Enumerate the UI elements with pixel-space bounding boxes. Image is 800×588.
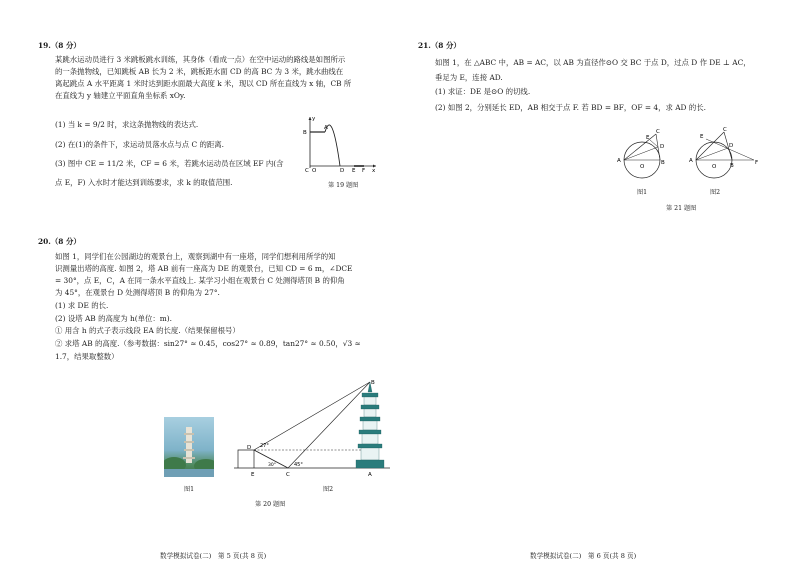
q21-f2-label-a: A bbox=[689, 158, 693, 164]
q21-figure-2 bbox=[684, 126, 764, 184]
q20-figure-caption: 第 20 题图 bbox=[255, 501, 286, 508]
q19-label-x: x bbox=[372, 168, 376, 174]
q21-number: 21.（8 分） bbox=[418, 41, 461, 50]
q20-label-d: D bbox=[247, 445, 252, 451]
q20-sight-line-c bbox=[288, 382, 370, 468]
q21-fig1-caption: 图1 bbox=[637, 189, 648, 196]
tower-icon bbox=[356, 382, 384, 468]
q20-sight-line-d bbox=[254, 382, 370, 450]
q19-label-a: A bbox=[324, 125, 328, 131]
q20-fig2-caption: 图2 bbox=[323, 486, 334, 493]
q19-label-c: C bbox=[305, 168, 309, 174]
q21-figure-1 bbox=[608, 126, 678, 184]
q20-number: 20.（8 分） bbox=[38, 237, 81, 246]
q21-f1-label-c: C bbox=[656, 129, 660, 135]
q19-sub1: (1) 当 k = 9/2 时，求这条抛物线的表达式. bbox=[55, 120, 199, 129]
q20-figure-2 bbox=[232, 378, 392, 478]
q21-side-ac-1 bbox=[624, 134, 656, 160]
q19-sub2: (2) 在(1)的条件下，求运动员落水点与点 C 的距离. bbox=[55, 140, 225, 149]
q20-sub2c: 1.7，结果取整数） bbox=[55, 352, 119, 361]
q20-sub1: (1) 求 DE 的长. bbox=[55, 301, 109, 310]
q20-sub2a: ① 用含 h 的式子表示线段 EA 的长度.（结果保留根号） bbox=[55, 326, 240, 335]
q20-fig1-caption: 图1 bbox=[184, 486, 195, 493]
q19-label-d: D bbox=[340, 168, 345, 174]
q20-sub2: (2) 设塔 AB 的高度为 h(单位：m). bbox=[55, 314, 173, 323]
q19-label-y: y bbox=[312, 116, 316, 122]
q21-f2-label-e: E bbox=[700, 134, 704, 140]
q19-figure bbox=[300, 112, 380, 174]
q21-segment-ad-1 bbox=[624, 147, 658, 160]
q20-photo bbox=[164, 417, 214, 477]
q20-line-1: 如图 1，同学们在公园湖边的观景台上，观察到湖中有一座塔，同学们想利用所学的知 bbox=[55, 252, 336, 261]
q20-label-c: C bbox=[286, 472, 290, 478]
q21-f2-label-f: F bbox=[755, 160, 759, 166]
q21-f1-label-d: D bbox=[660, 144, 665, 150]
q21-f1-label-b: B bbox=[661, 160, 665, 166]
q21-sub1: (1) 求证：DE 是⊙O 的切线. bbox=[435, 87, 531, 96]
q21-f2-label-d: D bbox=[729, 143, 734, 149]
q20-label-b: B bbox=[371, 380, 375, 386]
q19-figure-caption: 第 19 题图 bbox=[328, 182, 359, 189]
q20-angle-27: 27° bbox=[260, 443, 269, 449]
q20-sub2b: ② 求塔 AB 的高度.（参考数据：sin27° ≈ 0.45，cos27° ≈ 0.89，tan27° ≈ 0.50，√3 ≈ bbox=[55, 339, 361, 348]
q20-stairs bbox=[238, 450, 254, 468]
q21-line-1: 如图 1，在 △ABC 中，AB = AC，以 AB 为直径作⊙O 交 BC 于点 D，过点 D 作 DE ⊥ AC， bbox=[435, 58, 751, 67]
q21-figure-caption: 第 21 题图 bbox=[666, 205, 697, 212]
q19-sub3b: 点 E，F) 入水时才能达到训练要求，求 k 的取值范围. bbox=[55, 178, 233, 187]
q21-f2-label-o: O bbox=[712, 164, 717, 170]
q20-line-4: 为 45°，在观景台 D 处测得塔顶 B 的仰角为 27°. bbox=[55, 288, 220, 297]
page-6 bbox=[400, 0, 800, 588]
q21-fig2-caption: 图2 bbox=[710, 189, 721, 196]
q21-line-2: 垂足为 E，连接 AD. bbox=[435, 73, 503, 82]
q21-sub2: (2) 如图 2，分别延长 ED，AB 相交于点 F. 若 BD = BF，OF = 4，求 AD 的长. bbox=[435, 103, 706, 112]
q21-f2-label-c: C bbox=[723, 127, 727, 133]
q20-label-a: A bbox=[368, 472, 372, 478]
q20-angle-30: 30° bbox=[268, 463, 276, 468]
footer-page-6: 数学模拟试卷(二) 第 6 页(共 8 页) bbox=[530, 552, 637, 560]
q21-segment-ad-2 bbox=[696, 148, 728, 160]
q19-line-4: 在直线为 y 轴建立平面直角坐标系 xOy. bbox=[55, 91, 186, 100]
q19-label-e: E bbox=[352, 168, 356, 174]
q20-line-2: 识测量出塔的高度. 如图 2，塔 AB 前有一座高为 DE 的观景台，已知 CD = 6 m，∠DCE bbox=[55, 264, 353, 273]
q21-f1-label-e: E bbox=[646, 135, 650, 141]
q19-sub3a: (3) 图中 CE = 11/2 米，CF = 6 米，若跳水运动员在区域 EF 内(含 bbox=[55, 159, 284, 168]
q21-f1-label-a: A bbox=[617, 158, 621, 164]
q20-angle-45: 45° bbox=[294, 462, 303, 468]
q19-number: 19.（8 分） bbox=[38, 41, 81, 50]
q19-line-2: 的一条抛物线，已知跳板 AB 长为 2 米，跳板距水面 CD 的高 BC 为 3 米，跳水曲线在 bbox=[55, 67, 344, 76]
q20-label-e: E bbox=[251, 472, 255, 478]
footer-page-5: 数学模拟试卷(二) 第 5 页(共 8 页) bbox=[160, 552, 267, 560]
q20-line-3: = 30°，点 E，C，A 在同一条水平直线上. 某学习小组在观景台 C 处测得塔顶 B 的仰角 bbox=[55, 276, 345, 285]
q21-f1-label-o: O bbox=[640, 164, 645, 170]
q19-label-b: B bbox=[303, 130, 307, 136]
q19-line-1: 某跳水运动员进行 3 米跳板跳水训练，其身体（看成一点）在空中运动的路线是如图所示 bbox=[55, 55, 346, 64]
pagoda-photo-icon bbox=[164, 417, 214, 477]
q19-line-3: 离起跳点 A 水平距离 1 米时达到距水面最大高度 k 米，现以 CD 所在直线为 x 轴，CB 所 bbox=[55, 79, 352, 88]
q19-label-o: O bbox=[312, 168, 317, 174]
q21-f2-label-b: B bbox=[730, 163, 734, 169]
q19-parabola bbox=[325, 125, 340, 166]
q19-label-f: F bbox=[362, 168, 366, 174]
